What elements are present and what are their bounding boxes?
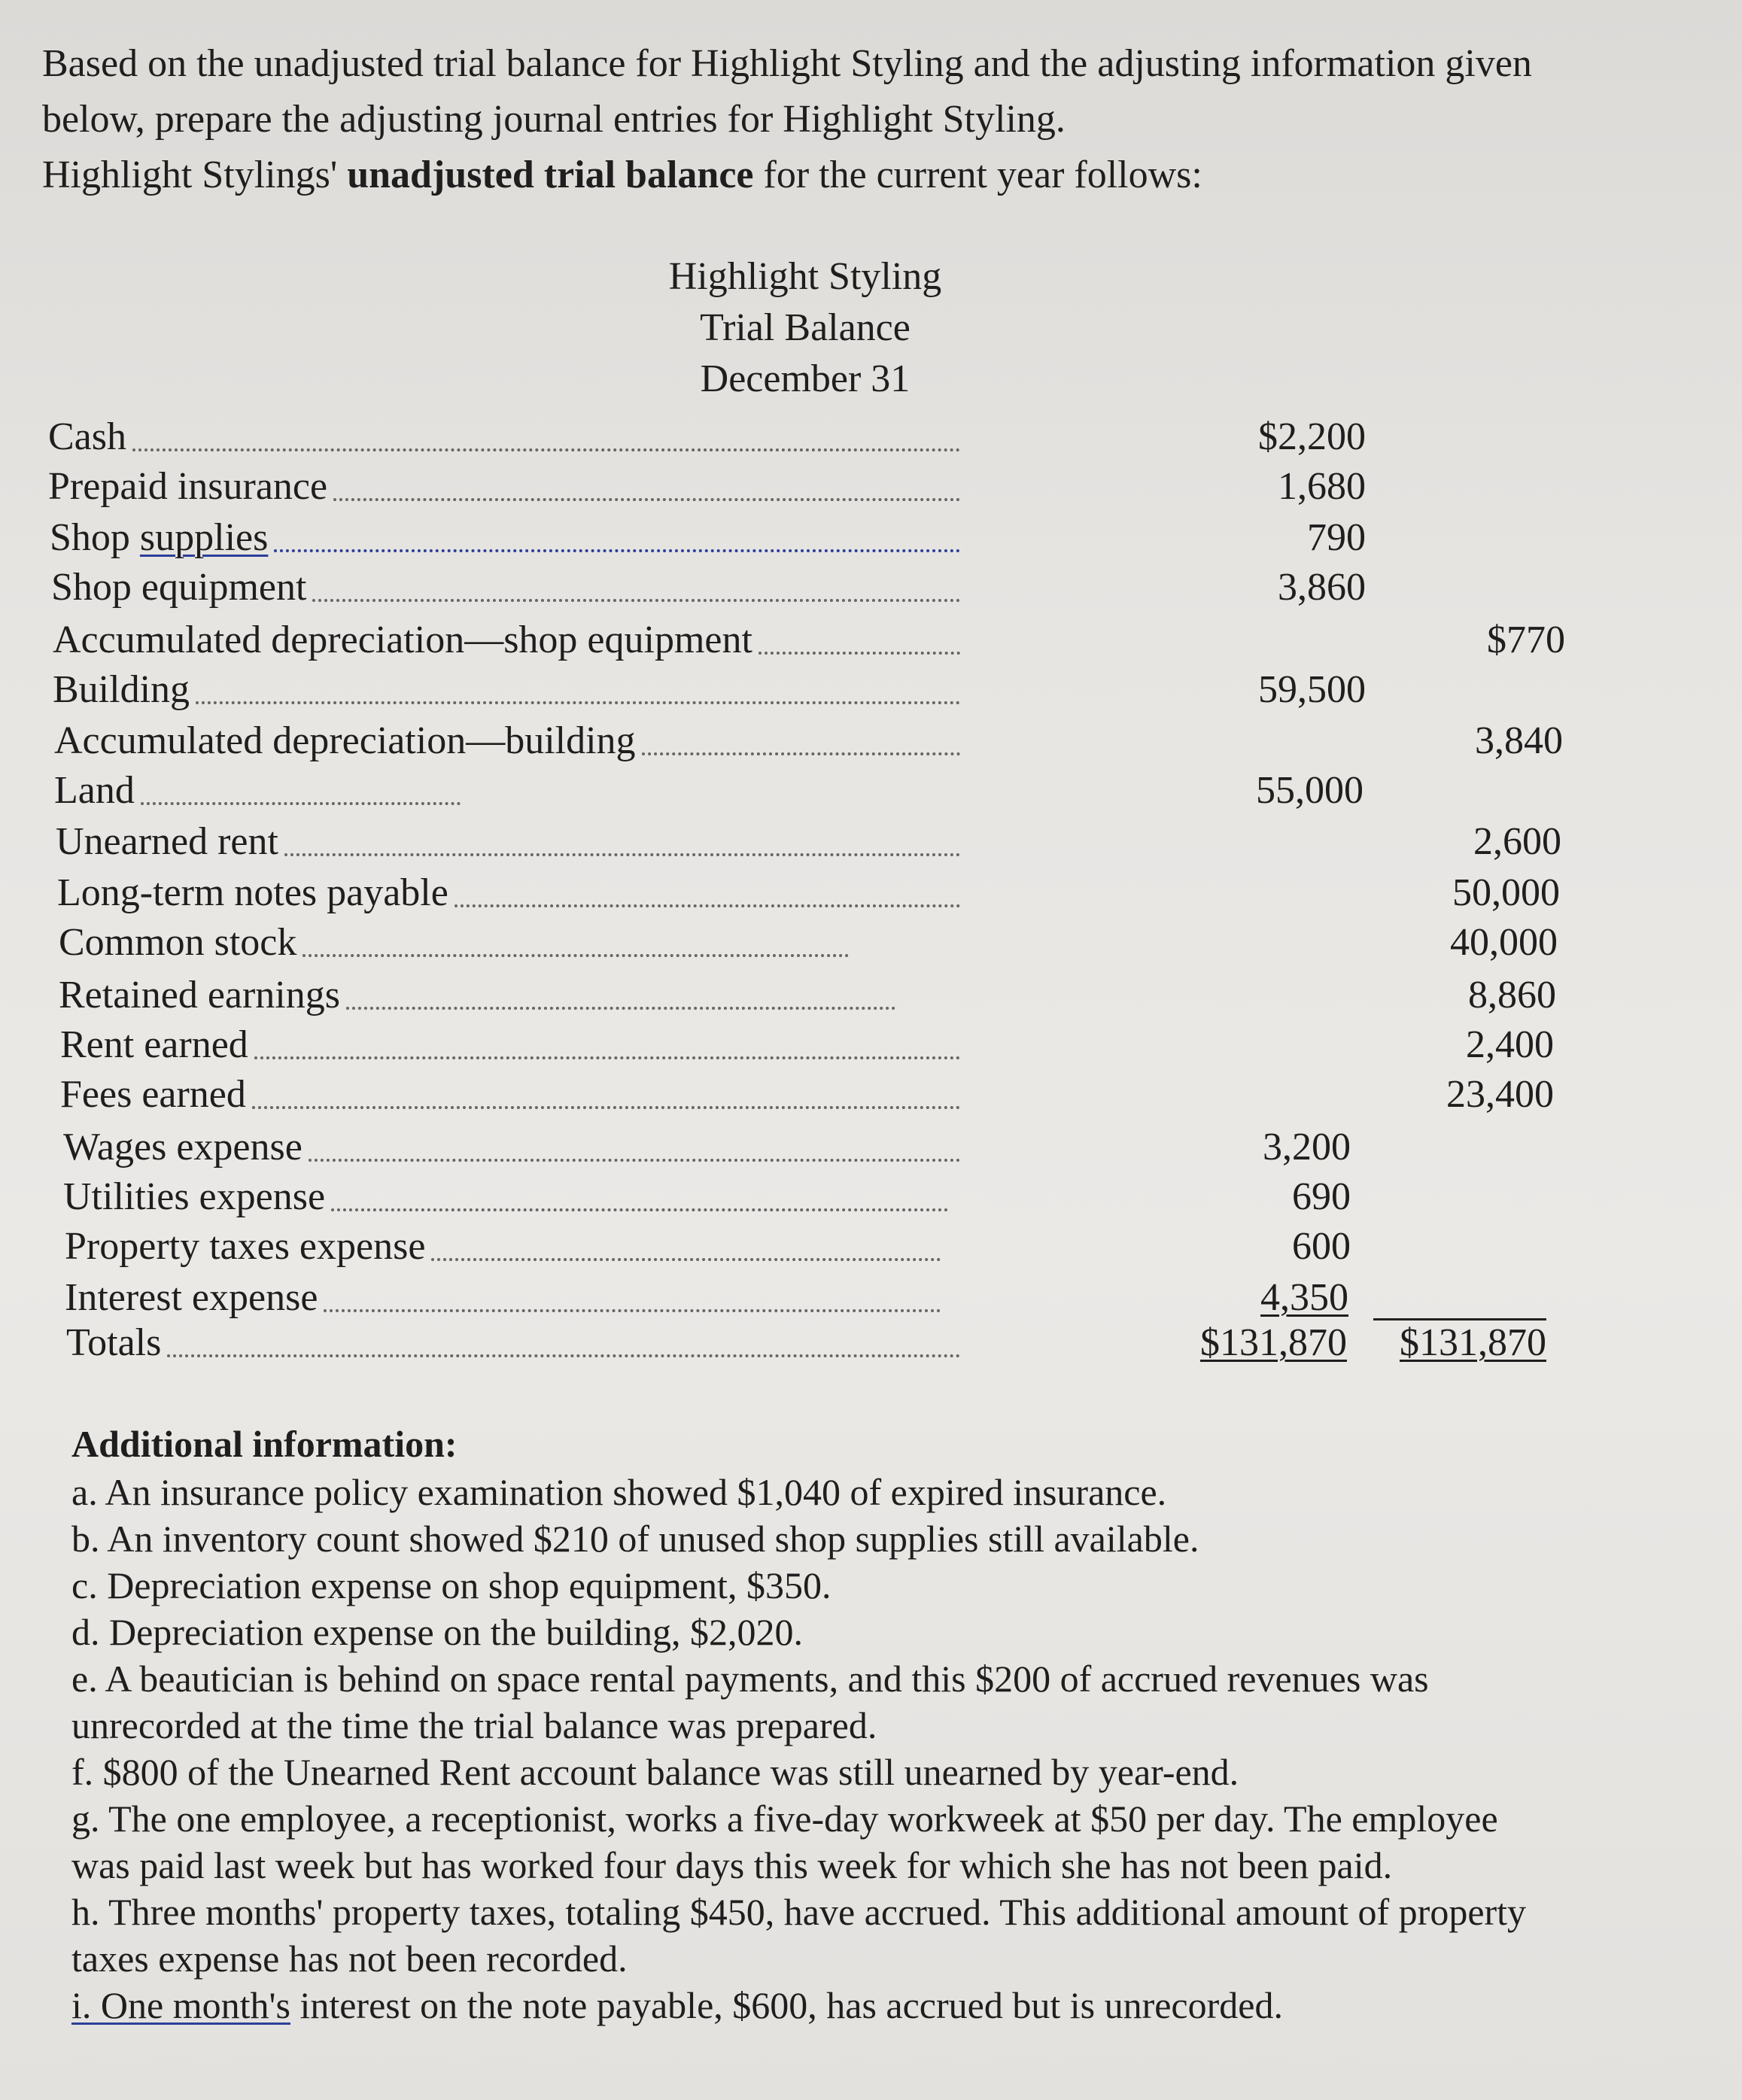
info-item-e-line1: e. A beautician is behind on space rental payments, and this $200 of accrued revenues was <box>71 1658 1429 1700</box>
leader-dots <box>346 1007 895 1010</box>
table-row <box>0 513 1742 563</box>
additional-information <box>71 1421 1697 2029</box>
table-row <box>0 716 1742 766</box>
info-item-g-line1: g. The one employee, a receptionist, works a five-day workweek at $50 per day. The employee <box>71 1798 1498 1840</box>
leader-dots <box>167 1354 960 1357</box>
leader-dots <box>331 1208 948 1211</box>
table-row <box>0 918 1742 968</box>
account-name: Rent earned <box>60 1023 248 1066</box>
credit-amount: $131,870 <box>1400 1321 1546 1364</box>
table-row <box>0 1273 1742 1323</box>
company-name: Highlight Styling <box>668 255 942 298</box>
info-item-a: a. An insurance policy examination showed $1,040 of expired insurance. <box>71 1471 1167 1513</box>
account-name: Shop equipment <box>51 566 307 609</box>
leader-dots <box>333 498 960 501</box>
table-row <box>0 971 1742 1020</box>
info-item-h-line1: h. Three months' property taxes, totaling $450, have accrued. This additional amount of property <box>71 1891 1527 1933</box>
intro-line-3-post: for the current year follows: <box>763 153 1202 196</box>
leader-dots <box>284 853 960 856</box>
leader-dots <box>309 1159 960 1162</box>
leader-dots <box>196 701 960 704</box>
table-row <box>0 1222 1742 1272</box>
table-row <box>0 1123 1742 1172</box>
table-row <box>0 817 1742 867</box>
debit-amount: 1,680 <box>1278 465 1366 508</box>
leader-dots <box>254 1056 960 1059</box>
leader-dots <box>302 954 849 957</box>
leader-dots <box>324 1309 941 1312</box>
leader-dots <box>759 652 960 655</box>
info-item-c: c. Depreciation expense on shop equipment, $350. <box>71 1564 831 1606</box>
credit-amount: 23,400 <box>1446 1073 1554 1116</box>
trial-balance-header <box>640 251 971 405</box>
credit-amount: $770 <box>1487 618 1565 661</box>
info-item-g-line2: was paid last week but has worked four days this week for which she has not been paid. <box>71 1844 1393 1886</box>
table-row <box>0 868 1742 918</box>
credit-amount: 2,600 <box>1473 820 1561 863</box>
account-name: Prepaid insurance <box>48 465 328 508</box>
account-name: Accumulated depreciation—shop equipment <box>53 618 752 661</box>
debit-amount: 600 <box>1292 1225 1351 1268</box>
intro-line-3 <box>42 147 1720 203</box>
info-item-e-line2: unrecorded at the time the trial balance was prepared. <box>71 1704 877 1746</box>
info-item-b: b. An inventory count showed $210 of unused shop supplies still available. <box>71 1518 1199 1560</box>
account-name: Utilities expense <box>63 1175 326 1218</box>
table-row <box>0 462 1742 512</box>
info-item-i-underlined: i. One month's <box>71 1984 290 2026</box>
account-name: Retained earnings <box>59 974 340 1017</box>
account-name: Shop supplies <box>50 516 269 559</box>
account-name: Fees earned <box>60 1073 246 1116</box>
intro-line-1: Based on the unadjusted trial balance for Highlight Styling and the adjusting information given <box>42 42 1532 85</box>
leader-dots <box>642 752 960 755</box>
info-item-d: d. Depreciation expense on the building, $2,020. <box>71 1611 803 1653</box>
leader-dots <box>431 1258 941 1261</box>
info-item-i-rest: interest on the note payable, $600, has accrued but is unrecorded. <box>290 1984 1283 2026</box>
account-name: Wages expense <box>63 1126 302 1169</box>
debit-amount: $131,870 <box>1200 1321 1347 1364</box>
credit-amount: 3,840 <box>1475 719 1563 762</box>
account-name: Cash <box>48 415 126 458</box>
leader-dots <box>274 549 960 552</box>
account-name: Interest expense <box>65 1276 318 1319</box>
table-row <box>0 665 1742 715</box>
debit-amount: $2,200 <box>1258 415 1366 458</box>
account-name: Long-term notes payable <box>57 871 448 914</box>
intro-line-3-bold: unadjusted trial balance <box>347 153 754 196</box>
debit-amount: 4,350 <box>1260 1276 1348 1319</box>
intro-paragraph <box>42 36 1720 203</box>
table-row <box>0 615 1742 665</box>
debit-amount: 3,860 <box>1278 566 1366 609</box>
leader-dots <box>312 599 960 602</box>
debit-amount: 55,000 <box>1256 769 1364 812</box>
account-name: Unearned rent <box>56 820 278 863</box>
credit-amount: 2,400 <box>1466 1023 1554 1066</box>
statement-date: December 31 <box>700 357 911 400</box>
debit-amount: 690 <box>1292 1175 1351 1218</box>
table-row <box>0 1020 1742 1070</box>
additional-info-title: Additional information: <box>71 1423 458 1465</box>
table-row <box>0 766 1742 816</box>
credit-amount: 50,000 <box>1452 871 1560 914</box>
intro-line-2: below, prepare the adjusting journal entries for Highlight Styling. <box>42 98 1066 141</box>
statement-title: Trial Balance <box>700 306 911 349</box>
leader-dots <box>132 448 960 451</box>
table-row <box>0 412 1742 462</box>
leader-dots <box>455 904 960 907</box>
leader-dots <box>252 1106 960 1109</box>
credit-total-rule <box>1373 1318 1546 1320</box>
info-item-h-line2: taxes expense has not been recorded. <box>71 1937 628 1980</box>
table-row <box>0 1172 1742 1222</box>
debit-amount: 3,200 <box>1263 1126 1351 1169</box>
credit-amount: 8,860 <box>1468 974 1556 1017</box>
account-name: Building <box>53 668 190 711</box>
info-item-f: f. $800 of the Unearned Rent account balance was still unearned by year-end. <box>71 1751 1239 1793</box>
account-name: Accumulated depreciation—building <box>54 719 636 762</box>
account-name: Land <box>54 769 135 812</box>
leader-dots <box>141 802 461 805</box>
account-name: Common stock <box>59 921 297 964</box>
account-name: Property taxes expense <box>65 1225 426 1268</box>
account-name: Totals <box>66 1321 162 1364</box>
credit-amount: 40,000 <box>1450 921 1558 964</box>
table-row <box>0 1070 1742 1120</box>
table-row <box>0 563 1742 612</box>
table-row <box>0 1318 1742 1368</box>
intro-line-3-pre: Highlight Stylings' <box>42 153 338 196</box>
info-item-i <box>71 1982 1697 2029</box>
debit-amount: 790 <box>1307 516 1366 559</box>
debit-amount: 59,500 <box>1258 668 1366 711</box>
